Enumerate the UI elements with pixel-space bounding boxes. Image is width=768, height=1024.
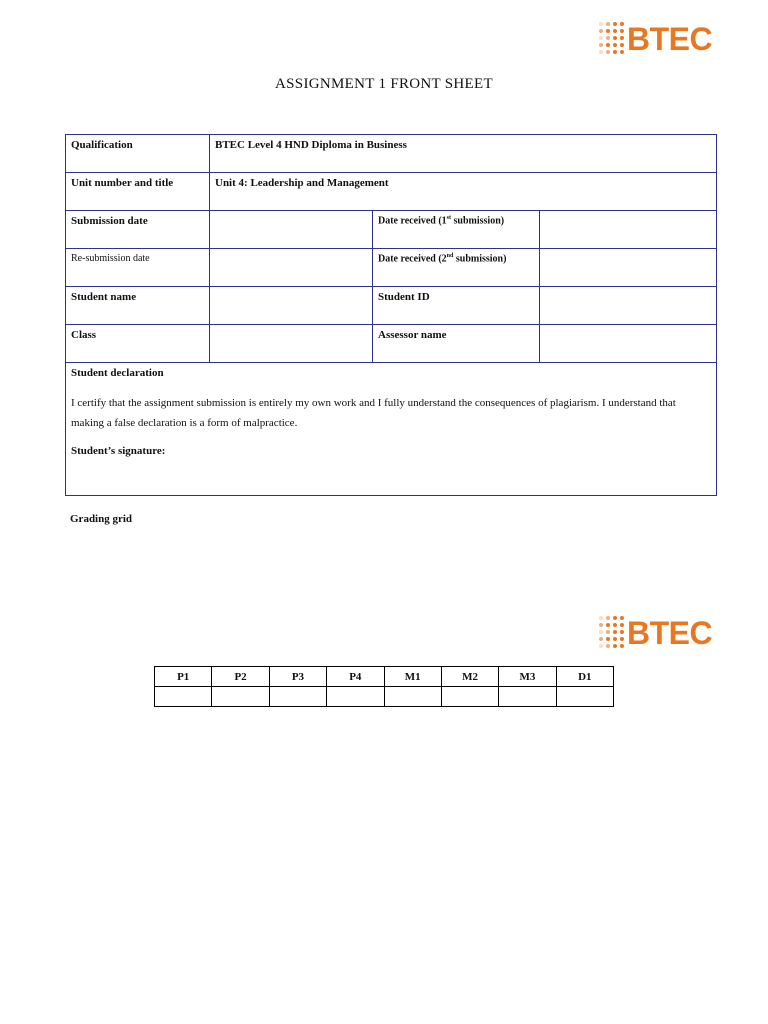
assessor-name-field[interactable]	[540, 325, 717, 363]
logo-dots-icon	[599, 616, 625, 649]
submission-date-label: Submission date	[66, 211, 210, 249]
student-id-field[interactable]	[540, 287, 717, 325]
declaration-text: I certify that the assignment submission is entirely my own work and I fully understand the consequences of plagiarism. I understand that making a false declaration is a form of malpractice.	[71, 397, 676, 429]
logo-text: BTEC	[627, 614, 713, 651]
student-row	[66, 287, 717, 325]
grade-header-m2: M2	[441, 667, 498, 687]
grade-cell-d1[interactable]	[556, 687, 613, 707]
date-received-1-field[interactable]	[540, 211, 717, 249]
student-id-label: Student ID	[373, 287, 540, 325]
declaration-heading: Student declaration	[71, 367, 164, 379]
grade-header-d1: D1	[556, 667, 613, 687]
qualification-row	[66, 135, 717, 173]
date-received-2-field[interactable]	[540, 249, 717, 287]
front-sheet-table	[65, 134, 717, 496]
grading-header-row	[155, 667, 614, 687]
resubmission-row	[66, 249, 717, 287]
student-name-label: Student name	[66, 287, 210, 325]
grade-header-m3: M3	[499, 667, 556, 687]
grade-cell-p4[interactable]	[327, 687, 384, 707]
qualification-value: BTEC Level 4 HND Diploma in Business	[210, 135, 717, 173]
grade-cell-m2[interactable]	[441, 687, 498, 707]
class-row	[66, 325, 717, 363]
logo-text: BTEC	[627, 20, 713, 57]
qualification-label: Qualification	[66, 135, 210, 173]
resubmission-date-label: Re-submission date	[66, 249, 210, 287]
date-received-2-label: Date received (2nd submission)	[373, 249, 540, 287]
declaration-cell	[66, 363, 717, 496]
grade-header-m1: M1	[384, 667, 441, 687]
unit-value: Unit 4: Leadership and Management	[210, 173, 717, 211]
btec-logo	[599, 22, 712, 55]
grading-grid-label: Grading grid	[70, 513, 133, 525]
date-received-1-label: Date received (1st submission)	[373, 211, 540, 249]
unit-row	[66, 173, 717, 211]
submission-row	[66, 211, 717, 249]
grade-cell-p1[interactable]	[155, 687, 212, 707]
grading-grid-table	[154, 666, 614, 707]
student-name-field[interactable]	[210, 287, 373, 325]
grade-header-p4: P4	[327, 667, 384, 687]
grade-header-p1: P1	[155, 667, 212, 687]
grading-value-row	[155, 687, 614, 707]
class-label: Class	[66, 325, 210, 363]
resubmission-date-field[interactable]	[210, 249, 373, 287]
submission-date-field[interactable]	[210, 211, 373, 249]
grade-cell-p2[interactable]	[212, 687, 269, 707]
declaration-row	[66, 363, 717, 496]
class-field[interactable]	[210, 325, 373, 363]
signature-label: Student’s signature:	[71, 445, 166, 457]
logo-dots-icon	[599, 22, 625, 55]
assessor-name-label: Assessor name	[373, 325, 540, 363]
grade-cell-m3[interactable]	[499, 687, 556, 707]
grade-cell-m1[interactable]	[384, 687, 441, 707]
grade-header-p2: P2	[212, 667, 269, 687]
grade-header-p3: P3	[269, 667, 326, 687]
unit-label: Unit number and title	[66, 173, 210, 211]
btec-logo	[599, 616, 712, 649]
grade-cell-p3[interactable]	[269, 687, 326, 707]
page-title: ASSIGNMENT 1 FRONT SHEET	[275, 76, 493, 92]
